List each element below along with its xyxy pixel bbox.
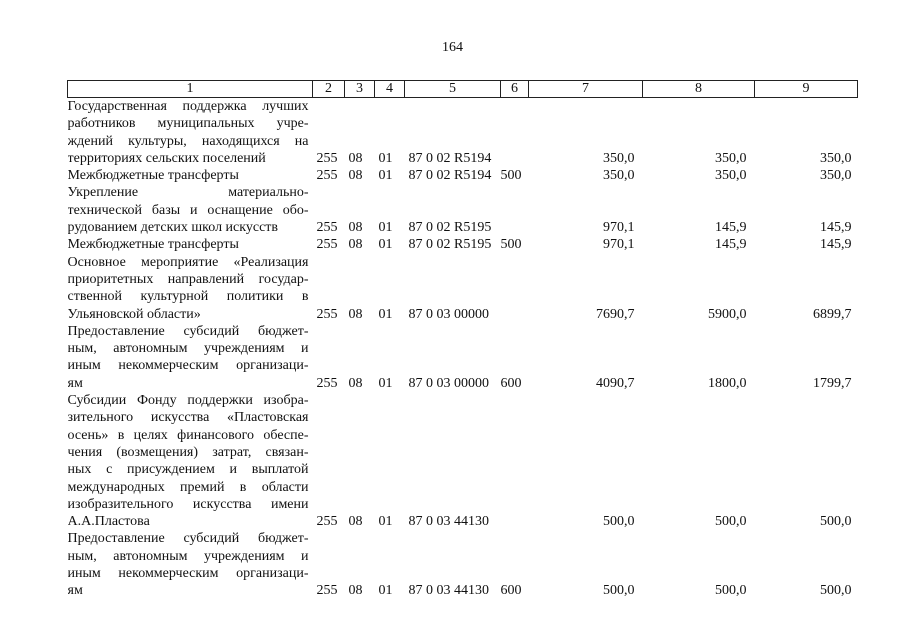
row-description xyxy=(68,530,313,599)
row-target-article: 87 0 02 R5194 xyxy=(408,150,492,166)
table-row xyxy=(68,530,858,599)
row-amount-col8: 1800,0 xyxy=(708,375,747,391)
header-col-5: 5 xyxy=(405,81,501,98)
row-description xyxy=(68,392,313,530)
description-line: ных с присуждением и выплатой xyxy=(67,462,309,478)
row-description xyxy=(68,254,313,323)
row-target-article: 87 0 03 44130 xyxy=(408,583,489,599)
table-row xyxy=(68,392,858,530)
description-line: территориях сельских поселений xyxy=(67,150,266,166)
row-amount-col7: 970,1 xyxy=(603,237,635,253)
header-col-4: 4 xyxy=(375,81,405,98)
row-subsection-code: 01 xyxy=(378,168,393,184)
row-description xyxy=(68,184,313,236)
description-line: ям xyxy=(67,375,83,391)
row-expense-type xyxy=(501,184,529,236)
row-subsection-code: 01 xyxy=(378,375,393,391)
row-target-article: 87 0 03 00000 xyxy=(408,375,489,391)
row-section-code: 08 xyxy=(348,237,363,253)
row-amount-col8: 500,0 xyxy=(715,583,747,599)
row-amount-col8: 5900,0 xyxy=(708,306,747,322)
row-section-code: 08 xyxy=(348,306,363,322)
description-line: ным, автономным учреждениям и xyxy=(67,341,309,357)
row-amount-col7: 350,0 xyxy=(603,168,635,184)
row-amount-col8: 350,0 xyxy=(715,168,747,184)
table-row xyxy=(68,236,858,253)
row-subsection-code: 01 xyxy=(378,306,393,322)
row-ministry-code: 255 xyxy=(316,306,338,322)
row-target-article: 87 0 02 R5195 xyxy=(408,237,492,253)
row-expense-type: 500 xyxy=(500,237,522,253)
row-ministry-code: 255 xyxy=(316,150,338,166)
row-ministry-code: 255 xyxy=(316,514,338,530)
row-amount-col9: 145,9 xyxy=(820,220,852,236)
description-line: ственной культурной политики в xyxy=(67,289,309,305)
row-ministry-code: 255 xyxy=(316,583,338,599)
table-body xyxy=(68,98,858,600)
row-expense-type xyxy=(501,254,529,323)
row-amount-col9: 350,0 xyxy=(820,168,852,184)
description-line: приоритетных направлений государ- xyxy=(67,271,309,287)
row-amount-col8: 350,0 xyxy=(715,150,747,166)
description-line: Основное мероприятие «Реализация xyxy=(67,254,309,270)
row-amount-col9: 6899,7 xyxy=(813,306,852,322)
row-target-article: 87 0 03 44130 xyxy=(408,514,489,530)
description-line: зительного искусства «Пластовская xyxy=(67,410,309,426)
description-line: осень» в целях финансового обеспе- xyxy=(67,427,309,443)
row-amount-col7: 4090,7 xyxy=(596,375,635,391)
row-description xyxy=(68,323,313,392)
row-expense-type xyxy=(501,98,529,168)
row-subsection-code: 01 xyxy=(378,583,393,599)
description-line: Укрепление материально- xyxy=(67,185,309,201)
row-amount-col8: 145,9 xyxy=(715,237,747,253)
description-line: ям xyxy=(67,583,83,599)
row-section-code: 08 xyxy=(348,375,363,391)
row-amount-col8: 500,0 xyxy=(715,514,747,530)
header-col-7: 7 xyxy=(529,81,643,98)
description-line: Предоставление субсидий бюджет- xyxy=(67,323,309,339)
description-line: Межбюджетные трансферты xyxy=(67,168,239,184)
row-target-article: 87 0 02 R5195 xyxy=(408,220,492,236)
description-line: А.А.Пластова xyxy=(67,514,150,530)
row-expense-type xyxy=(501,392,529,530)
description-line: рудованием детских школ искусств xyxy=(67,220,279,236)
table-row xyxy=(68,323,858,392)
description-line: Ульяновской области» xyxy=(67,306,201,322)
row-subsection-code: 01 xyxy=(378,220,393,236)
description-line: международных премий в области xyxy=(67,479,309,495)
row-amount-col7: 970,1 xyxy=(603,220,635,236)
row-ministry-code: 255 xyxy=(316,168,338,184)
header-col-2: 2 xyxy=(313,81,345,98)
row-amount-col7: 7690,7 xyxy=(596,306,635,322)
row-target-article: 87 0 03 00000 xyxy=(408,306,489,322)
row-amount-col9: 500,0 xyxy=(820,514,852,530)
description-line: ным, автономным учреждениям и xyxy=(67,548,309,564)
row-expense-type: 600 xyxy=(500,583,522,599)
description-line: Субсидии Фонду поддержки изобра- xyxy=(67,393,309,409)
description-line: Государственная поддержка лучших xyxy=(67,99,309,114)
row-expense-type: 600 xyxy=(500,375,522,391)
row-amount-col9: 145,9 xyxy=(820,237,852,253)
description-line: Предоставление субсидий бюджет- xyxy=(67,531,309,547)
table-row xyxy=(68,98,858,168)
page-number: 164 xyxy=(442,40,463,55)
row-ministry-code: 255 xyxy=(316,237,338,253)
row-amount-col7: 500,0 xyxy=(603,514,635,530)
row-expense-type: 500 xyxy=(500,168,522,184)
row-amount-col7: 350,0 xyxy=(603,150,635,166)
row-section-code: 08 xyxy=(348,220,363,236)
budget-table xyxy=(67,80,858,600)
row-section-code: 08 xyxy=(348,583,363,599)
header-col-1: 1 xyxy=(68,81,313,98)
row-description xyxy=(68,236,313,253)
row-subsection-code: 01 xyxy=(378,514,393,530)
header-col-8: 8 xyxy=(643,81,755,98)
description-line: ждений культуры, находящихся на xyxy=(67,133,309,149)
row-amount-col9: 500,0 xyxy=(820,583,852,599)
row-amount-col8: 145,9 xyxy=(715,220,747,236)
row-ministry-code: 255 xyxy=(316,375,338,391)
row-subsection-code: 01 xyxy=(378,237,393,253)
row-ministry-code: 255 xyxy=(316,220,338,236)
row-amount-col7: 500,0 xyxy=(603,583,635,599)
header-col-9: 9 xyxy=(755,81,858,98)
header-col-6: 6 xyxy=(501,81,529,98)
table-row xyxy=(68,184,858,236)
description-line: работников муниципальных учре- xyxy=(67,116,309,132)
header-row xyxy=(68,81,858,98)
row-amount-col9: 1799,7 xyxy=(813,375,852,391)
row-section-code: 08 xyxy=(348,514,363,530)
row-subsection-code: 01 xyxy=(378,150,393,166)
description-line: иным некоммерческим организаци- xyxy=(67,358,309,374)
row-section-code: 08 xyxy=(348,168,363,184)
description-line: изобразительного искусства имени xyxy=(67,496,309,512)
row-description xyxy=(68,167,313,184)
description-line: Межбюджетные трансферты xyxy=(67,237,239,253)
description-line: иным некоммерческим организаци- xyxy=(67,566,309,582)
table-row xyxy=(68,254,858,323)
row-description xyxy=(68,98,313,168)
row-amount-col9: 350,0 xyxy=(820,150,852,166)
row-section-code: 08 xyxy=(348,150,363,166)
table-row xyxy=(68,167,858,184)
header-col-3: 3 xyxy=(345,81,375,98)
description-line: чения (возмещения) затрат, связан- xyxy=(67,444,309,460)
row-target-article: 87 0 02 R5194 xyxy=(408,168,492,184)
description-line: технической базы и оснащение обо- xyxy=(67,202,309,218)
